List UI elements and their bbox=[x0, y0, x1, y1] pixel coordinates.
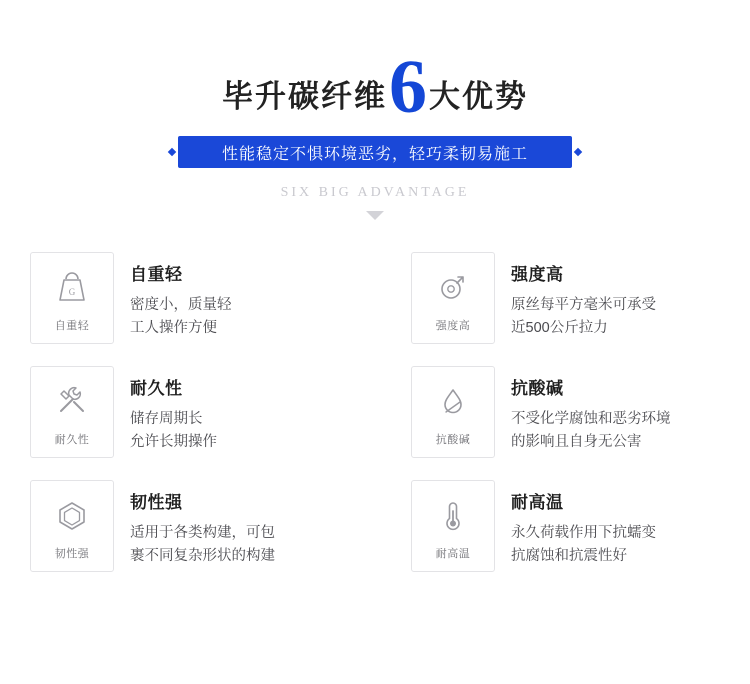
hexnut-icon bbox=[52, 492, 92, 540]
advantage-text bbox=[495, 480, 656, 567]
advantage-item bbox=[30, 366, 375, 458]
advantage-text bbox=[495, 366, 671, 453]
advantage-icon-box bbox=[30, 252, 114, 344]
advantage-desc bbox=[130, 408, 217, 453]
advantage-desc-line: 储存周期长 bbox=[130, 411, 203, 428]
advantage-desc-line: 裹不同复杂形状的构建 bbox=[130, 547, 275, 564]
advantage-desc-line: 工人操作方便 bbox=[130, 319, 217, 336]
chevron-down-icon bbox=[366, 211, 384, 220]
tools-icon bbox=[52, 378, 92, 426]
advantage-icon-box bbox=[411, 366, 495, 458]
advantage-icon-box bbox=[30, 366, 114, 458]
advantage-desc-line: 允许长期操作 bbox=[130, 433, 217, 450]
advantage-desc bbox=[511, 408, 671, 453]
english-title: SIX BIG ADVANTAGE bbox=[280, 185, 470, 201]
advantage-title: 强度高 bbox=[511, 265, 564, 285]
advantage-desc-line: 原丝每平方毫米可承受 bbox=[511, 297, 656, 314]
advantage-desc-line: 不受化学腐蚀和恶劣环境 bbox=[511, 411, 671, 428]
advantage-icon-box bbox=[411, 480, 495, 572]
advantage-desc-line: 的影响且自身无公害 bbox=[511, 433, 642, 450]
subtitle-text: 性能稳定不惧环境恶劣，轻巧柔韧易施工 bbox=[221, 145, 528, 163]
advantage-item bbox=[375, 252, 720, 344]
page-header bbox=[0, 0, 750, 220]
subtitle-banner bbox=[178, 136, 572, 168]
advantage-icon-caption: 强度高 bbox=[435, 319, 471, 332]
advantage-desc-line: 抗腐蚀和抗震性好 bbox=[511, 547, 627, 564]
weight-icon bbox=[52, 264, 92, 312]
advantage-text bbox=[114, 366, 217, 453]
advantage-icon-caption: 耐久性 bbox=[54, 433, 90, 446]
thermometer-icon bbox=[433, 492, 473, 540]
advantage-item bbox=[30, 480, 375, 572]
svg-text:G: G bbox=[68, 286, 76, 297]
advantage-desc-line: 永久荷载作用下抗蠕变 bbox=[511, 525, 656, 542]
advantage-desc-line: 近500公斤拉力 bbox=[511, 319, 608, 336]
droplet-icon bbox=[433, 378, 473, 426]
advantage-icon-box bbox=[411, 252, 495, 344]
advantage-desc bbox=[511, 522, 656, 567]
advantage-desc-line: 适用于各类构建，可包 bbox=[130, 525, 275, 542]
advantage-icon-caption: 自重轻 bbox=[54, 319, 90, 332]
advantage-title: 自重轻 bbox=[130, 265, 183, 285]
title-number: 6 bbox=[389, 45, 427, 129]
advantage-desc-line: 密度小，质量轻 bbox=[130, 297, 232, 314]
advantage-item bbox=[30, 252, 375, 344]
strength-icon bbox=[433, 264, 473, 312]
advantage-icon-box bbox=[30, 480, 114, 572]
advantage-item bbox=[375, 366, 720, 458]
advantage-title: 抗酸碱 bbox=[511, 379, 564, 399]
advantage-text bbox=[114, 252, 232, 339]
advantage-icon-caption: 耐高温 bbox=[435, 547, 471, 560]
advantage-title: 韧性强 bbox=[130, 493, 183, 513]
advantage-desc bbox=[130, 522, 275, 567]
advantage-title: 耐高温 bbox=[511, 493, 564, 513]
advantages-grid bbox=[30, 252, 720, 594]
title-suffix: 大优势 bbox=[429, 79, 528, 115]
advantage-desc bbox=[511, 294, 656, 339]
title-prefix: 毕升碳纤维 bbox=[222, 79, 387, 115]
page-title bbox=[0, 45, 750, 129]
advantage-icon-caption: 韧性强 bbox=[54, 547, 90, 560]
advantage-title: 耐久性 bbox=[130, 379, 183, 399]
advantage-text bbox=[495, 252, 656, 339]
advantage-text bbox=[114, 480, 275, 567]
advantage-icon-caption: 抗酸碱 bbox=[435, 433, 471, 446]
advantage-item bbox=[375, 480, 720, 572]
advantage-desc bbox=[130, 294, 232, 339]
